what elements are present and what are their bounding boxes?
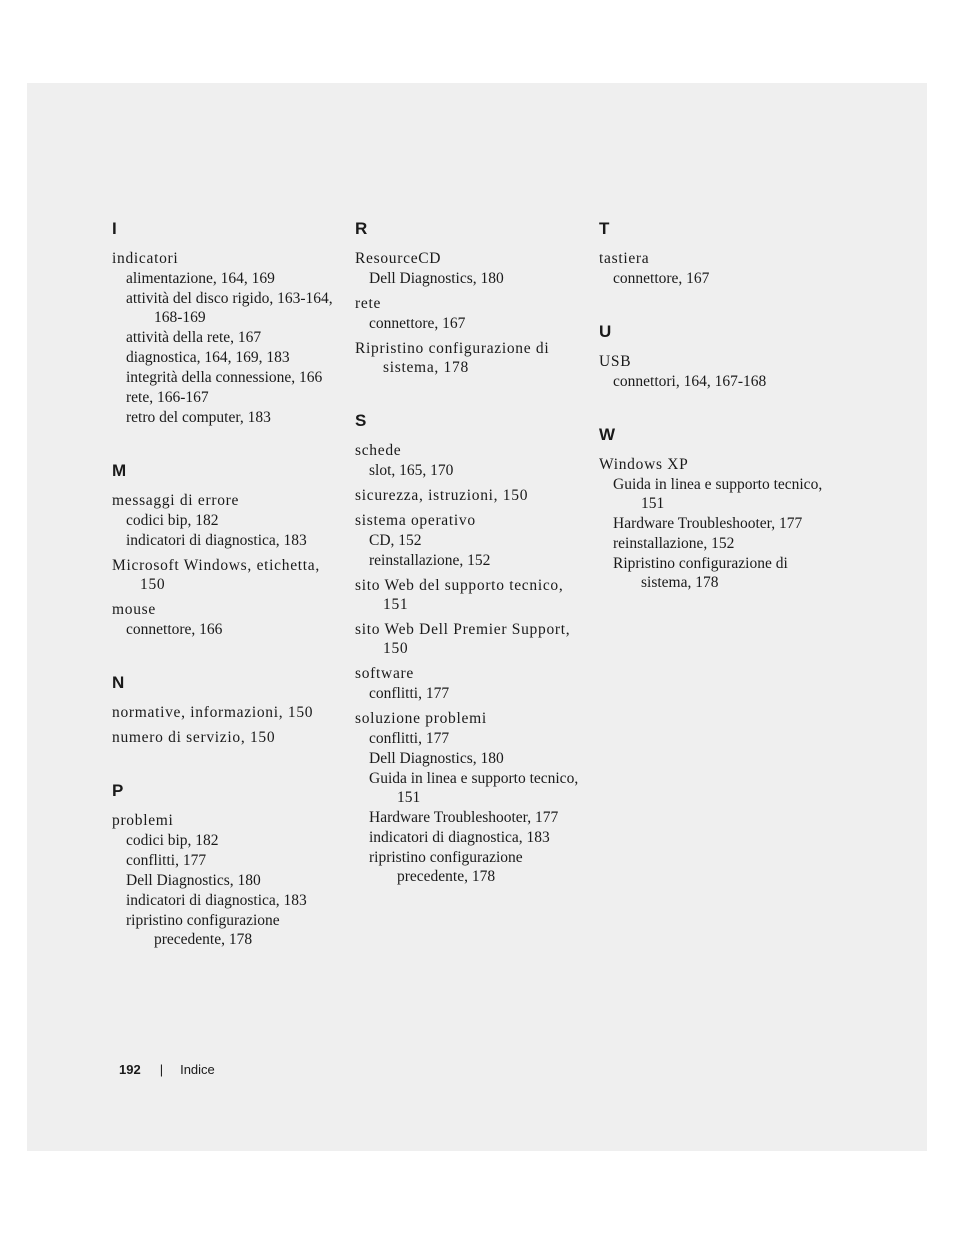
index-section (355, 219, 590, 377)
index-section (599, 219, 834, 288)
index-subentry: indicatori di diagnostica, 183 (126, 892, 307, 909)
index-term: software (355, 665, 414, 682)
index-section (112, 219, 347, 427)
index-subentry: ripristino configurazione precedente, 178 (369, 849, 523, 885)
index-entry (112, 491, 347, 550)
index-entry (355, 664, 590, 703)
index-entry (599, 455, 834, 592)
section-letter: W (599, 425, 616, 444)
index-subentry: slot, 165, 170 (369, 462, 454, 479)
index-entry (355, 511, 590, 570)
index-entry (112, 556, 347, 594)
index-subentry: indicatori di diagnostica, 183 (126, 532, 307, 549)
index-subentry: attività della rete, 167 (126, 329, 262, 346)
index-subentry: conflitti, 177 (126, 852, 207, 869)
index-term: sicurezza, istruzioni, 150 (355, 487, 529, 504)
index-entry (112, 249, 347, 427)
index-subentry: Dell Diagnostics, 180 (126, 872, 261, 889)
index-subentry: Ripristino configurazione di sistema, 178 (613, 555, 788, 591)
index-subentry: Hardware Troubleshooter, 177 (369, 809, 559, 826)
index-subentry: integrità della connessione, 166 (126, 369, 323, 386)
index-subentry: conflitti, 177 (369, 685, 450, 702)
index-subentry: Hardware Troubleshooter, 177 (613, 515, 803, 532)
index-term: USB (599, 353, 632, 370)
section-letter: P (112, 781, 124, 800)
section-letter: R (355, 219, 368, 238)
index-subentry: CD, 152 (369, 532, 422, 549)
index-term: schede (355, 442, 402, 459)
index-entry (355, 294, 590, 333)
index-entry (355, 249, 590, 288)
index-subentry: Guida in linea e supporto tecnico, 151 (613, 476, 823, 512)
index-term: rete (355, 295, 382, 312)
index-subentry: rete, 166-167 (126, 389, 209, 406)
index-section (599, 322, 834, 391)
index-section (112, 461, 347, 639)
index-entry (599, 352, 834, 391)
index-term: tastiera (599, 250, 650, 267)
index-term: ResourceCD (355, 250, 442, 267)
section-letter: S (355, 411, 367, 430)
index-term: Microsoft Windows, etichetta, 150 (112, 557, 320, 593)
index-term: messaggi di errore (112, 492, 240, 509)
index-entry (355, 441, 590, 480)
index-term: sito Web Dell Premier Support, 150 (355, 621, 571, 657)
index-section (599, 425, 834, 592)
index-term: numero di servizio, 150 (112, 729, 276, 746)
page-number: 192 (119, 1062, 141, 1077)
index-subentry: Guida in linea e supporto tecnico, 151 (369, 770, 579, 806)
index-subentry: ripristino configurazione precedente, 178 (126, 912, 280, 948)
index-subentry: indicatori di diagnostica, 183 (369, 829, 550, 846)
index-entry (112, 811, 347, 949)
index-entry (355, 339, 590, 377)
section-letter: U (599, 322, 612, 341)
index-subentry: diagnostica, 164, 169, 183 (126, 349, 290, 366)
index-section (112, 781, 347, 949)
index-term: soluzione problemi (355, 710, 487, 727)
section-letter: T (599, 219, 610, 238)
index-subentry: retro del computer, 183 (126, 409, 271, 426)
index-entry (112, 600, 347, 639)
index-entry (112, 703, 347, 722)
index-term: Ripristino configurazione di sistema, 178 (355, 340, 550, 376)
index-subentry: reinstallazione, 152 (613, 535, 735, 552)
section-title: Indice (180, 1062, 215, 1077)
index-section (112, 673, 347, 747)
index-term: mouse (112, 601, 156, 618)
index-term: Windows XP (599, 456, 689, 473)
index-term: problemi (112, 812, 174, 829)
index-column-2 (355, 219, 590, 920)
index-section (355, 411, 590, 886)
index-entry (355, 620, 590, 658)
index-subentry: alimentazione, 164, 169 (126, 270, 275, 287)
index-term: sito Web del supporto tecnico, 151 (355, 577, 564, 613)
index-entry (599, 249, 834, 288)
index-subentry: Dell Diagnostics, 180 (369, 750, 504, 767)
index-column-3 (599, 219, 834, 626)
index-entry (355, 576, 590, 614)
section-letter: M (112, 461, 127, 480)
index-entry (355, 709, 590, 886)
section-letter: N (112, 673, 125, 692)
index-entry (112, 728, 347, 747)
index-entry (355, 486, 590, 505)
index-subentry: conflitti, 177 (369, 730, 450, 747)
index-subentry: connettore, 167 (369, 315, 466, 332)
index-subentry: connettori, 164, 167-168 (613, 373, 767, 390)
index-subentry: Dell Diagnostics, 180 (369, 270, 504, 287)
index-subentry: reinstallazione, 152 (369, 552, 491, 569)
index-subentry: connettore, 167 (613, 270, 710, 287)
index-term: normative, informazioni, 150 (112, 704, 314, 721)
footer-separator: | (159, 1062, 164, 1077)
section-letter: I (112, 219, 117, 238)
index-term: sistema operativo (355, 512, 476, 529)
index-column-1 (112, 219, 347, 983)
index-subentry: attività del disco rigido, 163-164, 168-169 (126, 290, 333, 326)
index-subentry: codici bip, 182 (126, 512, 219, 529)
index-subentry: connettore, 166 (126, 621, 223, 638)
page-footer (119, 1061, 215, 1079)
index-subentry: codici bip, 182 (126, 832, 219, 849)
index-term: indicatori (112, 250, 179, 267)
